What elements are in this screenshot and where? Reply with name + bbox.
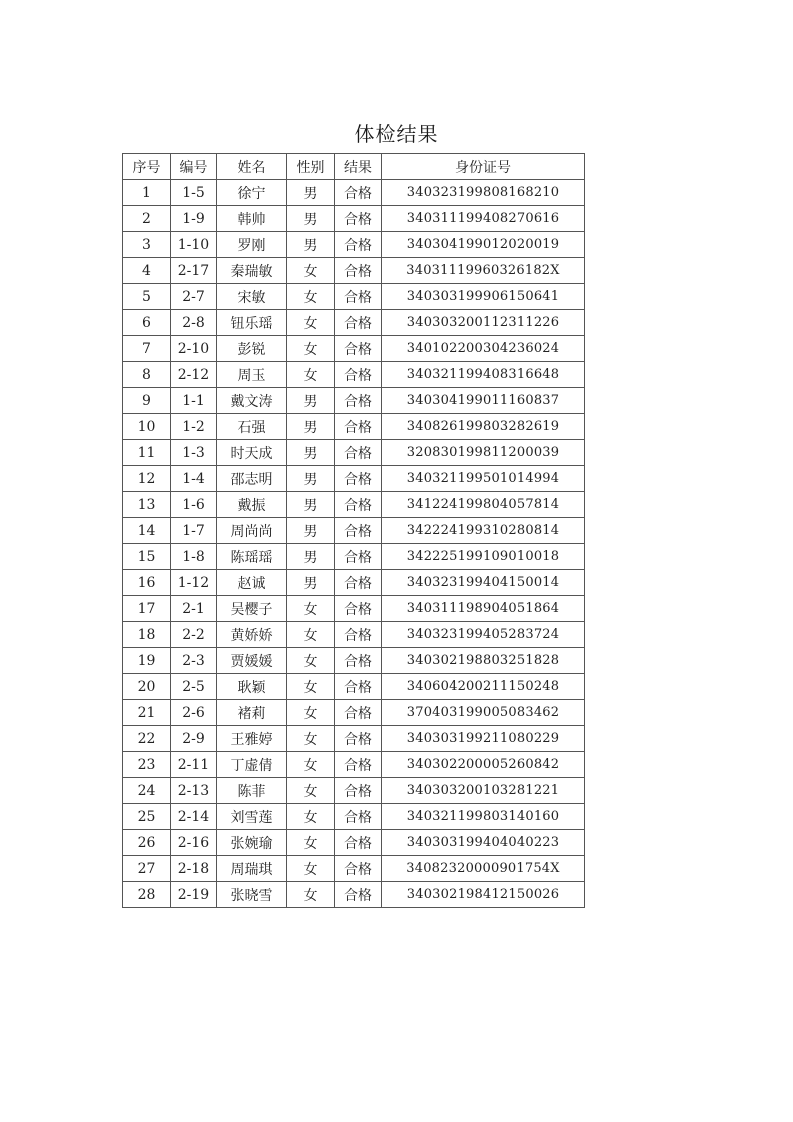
cell-result: 合格	[335, 232, 382, 258]
cell-code: 2-7	[171, 284, 217, 310]
cell-seq: 16	[123, 570, 171, 596]
table-row	[123, 388, 585, 414]
cell-id-number: 340323199404150014	[382, 570, 585, 596]
cell-result: 合格	[335, 284, 382, 310]
cell-id-number: 340321199803140160	[382, 804, 585, 830]
cell-seq: 4	[123, 258, 171, 284]
cell-result: 合格	[335, 336, 382, 362]
cell-result: 合格	[335, 648, 382, 674]
cell-result: 合格	[335, 518, 382, 544]
cell-id-number: 340302200005260842	[382, 752, 585, 778]
table-row	[123, 622, 585, 648]
cell-gender: 女	[287, 674, 335, 700]
header-id: 身份证号	[382, 154, 585, 180]
cell-name: 周瑞琪	[217, 856, 287, 882]
table-row	[123, 830, 585, 856]
table-row	[123, 570, 585, 596]
table-row	[123, 882, 585, 908]
cell-name: 张晓雪	[217, 882, 287, 908]
cell-result: 合格	[335, 856, 382, 882]
header-result: 结果	[335, 154, 382, 180]
cell-id-number: 342224199310280814	[382, 518, 585, 544]
cell-seq: 23	[123, 752, 171, 778]
cell-gender: 女	[287, 726, 335, 752]
table-row	[123, 804, 585, 830]
cell-code: 1-7	[171, 518, 217, 544]
header-code: 编号	[171, 154, 217, 180]
cell-gender: 女	[287, 362, 335, 388]
table-row	[123, 206, 585, 232]
cell-seq: 26	[123, 830, 171, 856]
cell-id-number: 340102200304236024	[382, 336, 585, 362]
cell-code: 2-6	[171, 700, 217, 726]
cell-seq: 27	[123, 856, 171, 882]
cell-id-number: 342225199109010018	[382, 544, 585, 570]
cell-seq: 28	[123, 882, 171, 908]
cell-name: 耿颖	[217, 674, 287, 700]
cell-id-number: 340323199405283724	[382, 622, 585, 648]
cell-seq: 8	[123, 362, 171, 388]
cell-gender: 男	[287, 206, 335, 232]
cell-name: 徐宁	[217, 180, 287, 206]
cell-seq: 25	[123, 804, 171, 830]
cell-seq: 2	[123, 206, 171, 232]
cell-id-number: 340311199408270616	[382, 206, 585, 232]
cell-seq: 18	[123, 622, 171, 648]
cell-gender: 女	[287, 310, 335, 336]
cell-result: 合格	[335, 570, 382, 596]
cell-result: 合格	[335, 362, 382, 388]
cell-gender: 男	[287, 570, 335, 596]
cell-gender: 男	[287, 544, 335, 570]
table-row	[123, 518, 585, 544]
cell-code: 1-5	[171, 180, 217, 206]
cell-gender: 女	[287, 258, 335, 284]
cell-result: 合格	[335, 622, 382, 648]
table-row	[123, 544, 585, 570]
cell-gender: 女	[287, 804, 335, 830]
table-row	[123, 856, 585, 882]
cell-code: 2-2	[171, 622, 217, 648]
cell-gender: 女	[287, 622, 335, 648]
cell-gender: 女	[287, 284, 335, 310]
cell-name: 黄娇娇	[217, 622, 287, 648]
results-table	[122, 153, 585, 908]
cell-gender: 女	[287, 778, 335, 804]
cell-id-number: 340302198803251828	[382, 648, 585, 674]
cell-gender: 男	[287, 414, 335, 440]
cell-gender: 女	[287, 336, 335, 362]
table-row	[123, 492, 585, 518]
cell-seq: 13	[123, 492, 171, 518]
cell-id-number: 340302198412150026	[382, 882, 585, 908]
cell-result: 合格	[335, 466, 382, 492]
cell-id-number: 340323199808168210	[382, 180, 585, 206]
cell-gender: 男	[287, 180, 335, 206]
cell-id-number: 340303199211080229	[382, 726, 585, 752]
cell-gender: 女	[287, 700, 335, 726]
cell-code: 1-12	[171, 570, 217, 596]
document-title: 体检结果	[354, 122, 439, 146]
cell-result: 合格	[335, 206, 382, 232]
cell-id-number: 340303200112311226	[382, 310, 585, 336]
cell-name: 贾媛媛	[217, 648, 287, 674]
cell-code: 1-4	[171, 466, 217, 492]
cell-result: 合格	[335, 414, 382, 440]
cell-code: 1-2	[171, 414, 217, 440]
cell-id-number: 34082320000901754X	[382, 856, 585, 882]
header-row	[123, 154, 585, 180]
cell-seq: 15	[123, 544, 171, 570]
cell-id-number: 370403199005083462	[382, 700, 585, 726]
cell-result: 合格	[335, 674, 382, 700]
cell-name: 陈瑶瑶	[217, 544, 287, 570]
cell-result: 合格	[335, 258, 382, 284]
cell-gender: 女	[287, 752, 335, 778]
cell-gender: 女	[287, 856, 335, 882]
table-row	[123, 752, 585, 778]
cell-code: 1-8	[171, 544, 217, 570]
cell-id-number: 340303199404040223	[382, 830, 585, 856]
cell-gender: 女	[287, 648, 335, 674]
cell-result: 合格	[335, 830, 382, 856]
cell-seq: 20	[123, 674, 171, 700]
cell-gender: 男	[287, 388, 335, 414]
table-row	[123, 336, 585, 362]
cell-seq: 11	[123, 440, 171, 466]
cell-name: 褚莉	[217, 700, 287, 726]
cell-gender: 女	[287, 596, 335, 622]
cell-seq: 3	[123, 232, 171, 258]
cell-code: 2-11	[171, 752, 217, 778]
cell-name: 秦瑞敏	[217, 258, 287, 284]
cell-result: 合格	[335, 492, 382, 518]
cell-code: 2-19	[171, 882, 217, 908]
cell-result: 合格	[335, 440, 382, 466]
cell-name: 彭锐	[217, 336, 287, 362]
cell-seq: 22	[123, 726, 171, 752]
cell-seq: 5	[123, 284, 171, 310]
cell-code: 2-3	[171, 648, 217, 674]
cell-gender: 女	[287, 830, 335, 856]
table-row	[123, 232, 585, 258]
cell-name: 张婉瑜	[217, 830, 287, 856]
cell-name: 戴振	[217, 492, 287, 518]
cell-name: 韩帅	[217, 206, 287, 232]
table-row	[123, 674, 585, 700]
cell-result: 合格	[335, 804, 382, 830]
cell-seq: 21	[123, 700, 171, 726]
cell-id-number: 340826199803282619	[382, 414, 585, 440]
cell-code: 1-6	[171, 492, 217, 518]
cell-id-number: 341224199804057814	[382, 492, 585, 518]
cell-id-number: 320830199811200039	[382, 440, 585, 466]
cell-gender: 男	[287, 232, 335, 258]
cell-seq: 12	[123, 466, 171, 492]
cell-name: 宋敏	[217, 284, 287, 310]
cell-name: 钮乐瑶	[217, 310, 287, 336]
table-row	[123, 180, 585, 206]
cell-id-number: 340321199408316648	[382, 362, 585, 388]
cell-seq: 24	[123, 778, 171, 804]
table-row	[123, 440, 585, 466]
cell-code: 2-16	[171, 830, 217, 856]
table-row	[123, 778, 585, 804]
cell-id-number: 340321199501014994	[382, 466, 585, 492]
table-row	[123, 258, 585, 284]
cell-code: 1-9	[171, 206, 217, 232]
cell-code: 2-5	[171, 674, 217, 700]
table-row	[123, 596, 585, 622]
table-row	[123, 726, 585, 752]
cell-code: 1-10	[171, 232, 217, 258]
cell-code: 2-9	[171, 726, 217, 752]
cell-result: 合格	[335, 388, 382, 414]
cell-result: 合格	[335, 700, 382, 726]
cell-name: 时天成	[217, 440, 287, 466]
table-row	[123, 648, 585, 674]
cell-seq: 10	[123, 414, 171, 440]
cell-id-number: 34031119960326182X	[382, 258, 585, 284]
cell-seq: 6	[123, 310, 171, 336]
cell-id-number: 340304199011160837	[382, 388, 585, 414]
cell-gender: 女	[287, 882, 335, 908]
cell-name: 周玉	[217, 362, 287, 388]
cell-name: 丁虚倩	[217, 752, 287, 778]
cell-seq: 1	[123, 180, 171, 206]
cell-name: 赵诚	[217, 570, 287, 596]
cell-code: 2-17	[171, 258, 217, 284]
cell-name: 刘雪莲	[217, 804, 287, 830]
table-row	[123, 700, 585, 726]
cell-code: 2-14	[171, 804, 217, 830]
cell-result: 合格	[335, 778, 382, 804]
header-name: 姓名	[217, 154, 287, 180]
cell-code: 2-10	[171, 336, 217, 362]
cell-id-number: 340604200211150248	[382, 674, 585, 700]
cell-id-number: 340303200103281221	[382, 778, 585, 804]
table-body	[123, 180, 585, 908]
cell-id-number: 340311198904051864	[382, 596, 585, 622]
cell-id-number: 340304199012020019	[382, 232, 585, 258]
cell-result: 合格	[335, 544, 382, 570]
cell-code: 2-1	[171, 596, 217, 622]
cell-result: 合格	[335, 752, 382, 778]
cell-result: 合格	[335, 882, 382, 908]
table-row	[123, 466, 585, 492]
header-gender: 性别	[287, 154, 335, 180]
cell-name: 邵志明	[217, 466, 287, 492]
cell-code: 2-13	[171, 778, 217, 804]
cell-seq: 7	[123, 336, 171, 362]
cell-name: 罗刚	[217, 232, 287, 258]
table-row	[123, 414, 585, 440]
cell-code: 2-8	[171, 310, 217, 336]
cell-seq: 9	[123, 388, 171, 414]
table-row	[123, 284, 585, 310]
table-row	[123, 362, 585, 388]
cell-seq: 19	[123, 648, 171, 674]
cell-result: 合格	[335, 310, 382, 336]
cell-name: 陈菲	[217, 778, 287, 804]
cell-code: 1-3	[171, 440, 217, 466]
cell-gender: 男	[287, 518, 335, 544]
cell-name: 石强	[217, 414, 287, 440]
cell-gender: 男	[287, 440, 335, 466]
cell-name: 周尚尚	[217, 518, 287, 544]
cell-name: 吴樱子	[217, 596, 287, 622]
cell-seq: 17	[123, 596, 171, 622]
table-row	[123, 310, 585, 336]
cell-name: 王雅婷	[217, 726, 287, 752]
cell-result: 合格	[335, 180, 382, 206]
cell-gender: 男	[287, 492, 335, 518]
cell-id-number: 340303199906150641	[382, 284, 585, 310]
cell-code: 2-12	[171, 362, 217, 388]
cell-code: 2-18	[171, 856, 217, 882]
cell-result: 合格	[335, 726, 382, 752]
header-seq: 序号	[123, 154, 171, 180]
cell-result: 合格	[335, 596, 382, 622]
cell-code: 1-1	[171, 388, 217, 414]
table-header	[123, 154, 585, 180]
cell-gender: 男	[287, 466, 335, 492]
cell-name: 戴文涛	[217, 388, 287, 414]
cell-seq: 14	[123, 518, 171, 544]
